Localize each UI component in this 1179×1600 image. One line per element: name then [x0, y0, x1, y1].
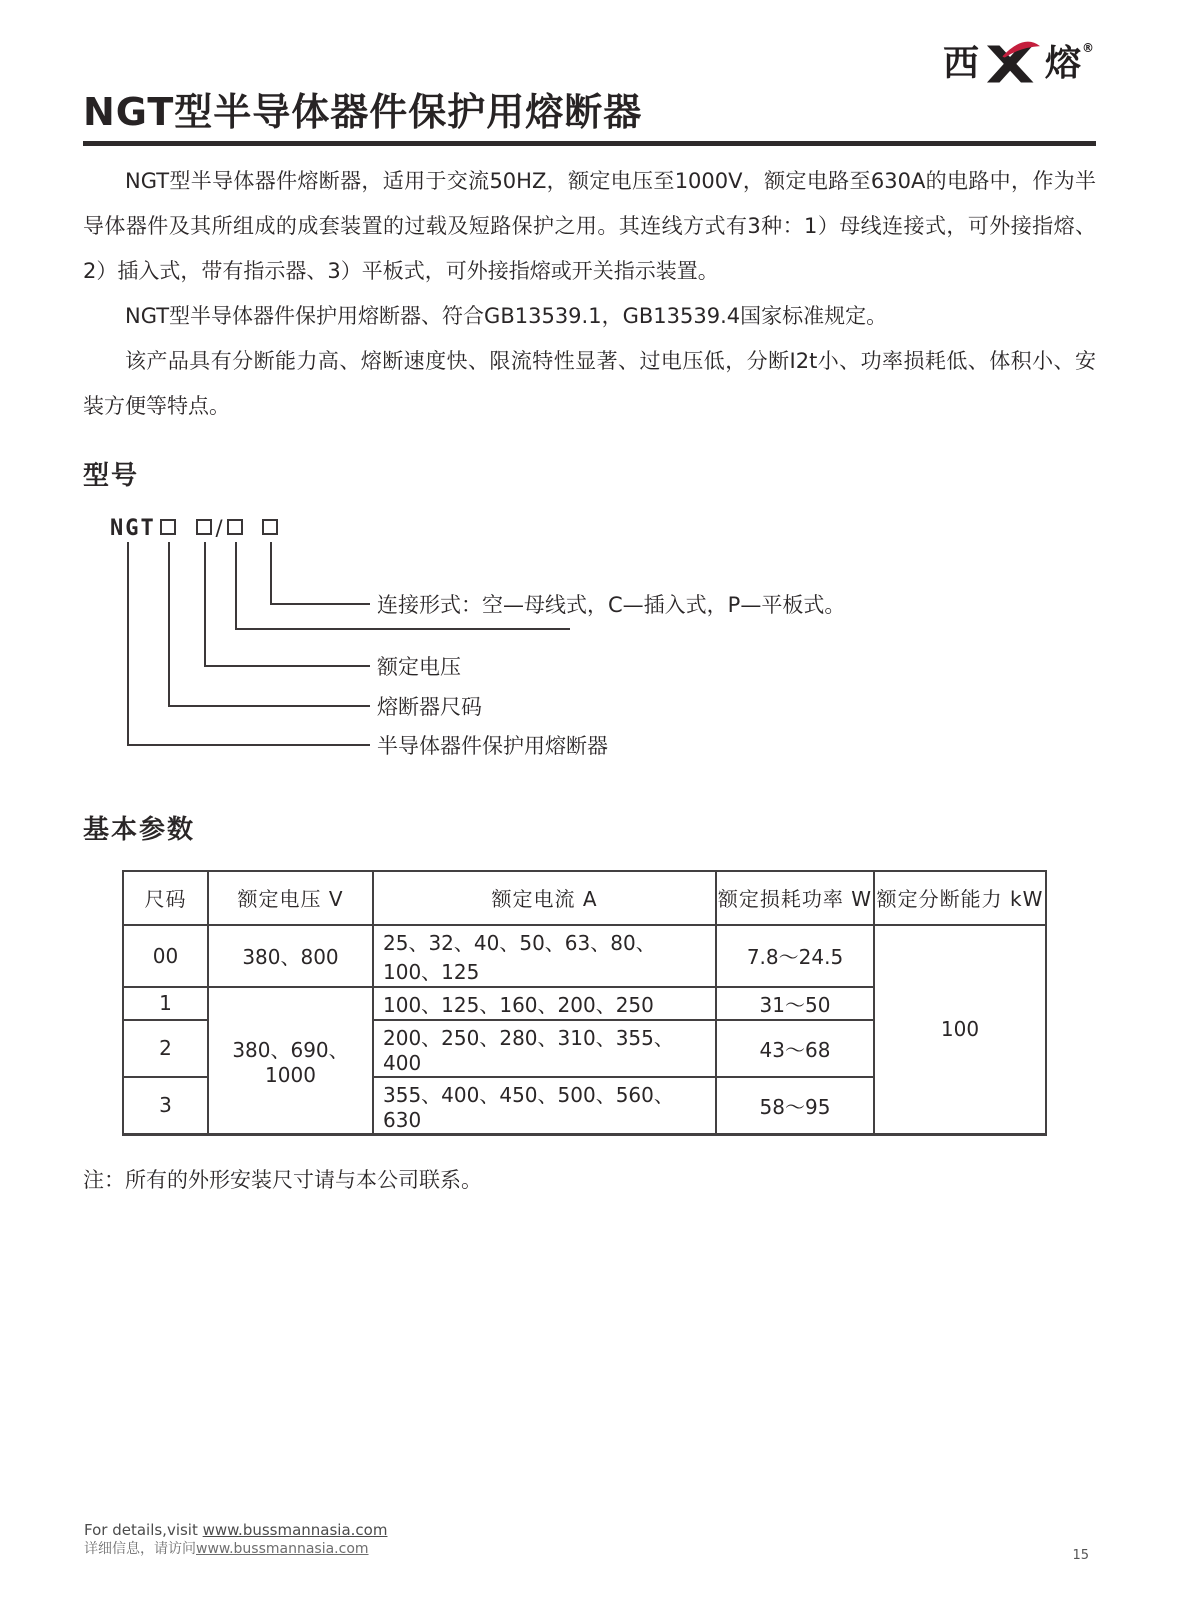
cell-voltage-merged: 380、690、1000	[208, 987, 373, 1135]
xr-monogram-icon	[981, 38, 1043, 90]
cell-size: 3	[123, 1077, 208, 1135]
table-row	[123, 925, 1046, 987]
cell-power: 7.8～24.5	[716, 925, 874, 987]
intro-text-block	[83, 159, 1096, 429]
model-prefix: NGT	[110, 515, 156, 541]
cell-power: 58～95	[716, 1077, 874, 1135]
logo-char-xi: 西	[942, 43, 979, 84]
col-header-size: 尺码	[123, 871, 208, 925]
model-box-current	[196, 519, 212, 535]
col-header-power: 额定损耗功率 W	[716, 871, 874, 925]
paragraph-application: NGT型半导体器件熔断器，适用于交流50HZ，额定电压至1000V，额定电路至630A的电路中，作为半导体器件及其所组成的成套装置的过载及短路保护之用。其连线方式有3种：1）母线连接式，可外接指熔、2）插入式，带有指示器、3）平板式，可外接指熔或开关指示装置。	[83, 168, 1096, 283]
model-slash: /	[215, 515, 223, 540]
model-code-diagram	[83, 542, 1096, 779]
model-section-heading: 型号	[83, 460, 140, 491]
params-table	[122, 870, 1047, 1136]
cell-current: 100、125、160、200、250	[373, 987, 716, 1020]
brand-logo	[943, 38, 1093, 90]
footer-en-url[interactable]: www.bussmannasia.com	[202, 1521, 388, 1539]
model-box-voltage	[227, 519, 243, 535]
params-section-heading: 基本参数	[83, 814, 196, 845]
cell-current: 355、400、450、500、560、630	[373, 1077, 716, 1135]
footer-en-prefix: For details,visit	[84, 1521, 203, 1539]
cell-current: 200、250、280、310、355、400	[373, 1020, 716, 1077]
cell-size: 1	[123, 987, 208, 1020]
table-header-row	[123, 871, 1046, 925]
logo-char-rong: 熔	[1044, 43, 1081, 84]
note-text: 注：所有的外形安装尺寸请与本公司联系。	[83, 1167, 482, 1192]
footer-zh-url[interactable]: www.bussmannasia.com	[196, 1541, 369, 1558]
page-number: 15	[1072, 1548, 1089, 1563]
model-box-connection	[262, 519, 278, 535]
paragraph-features: 该产品具有分断能力高、熔断速度快、限流特性显著、过电压低，分断I2t小、功率损耗低、体积小、安装方便等特点。	[83, 348, 1096, 418]
diagram-line-product	[127, 542, 370, 746]
diagram-label-product: 半导体器件保护用熔断器	[377, 733, 608, 758]
model-box-size	[160, 519, 176, 535]
paragraph-standards: NGT型半导体器件保护用熔断器、符合GB13539.1，GB13539.4国家标准规定。	[125, 303, 888, 328]
cell-power: 43～68	[716, 1020, 874, 1077]
registered-mark-icon: ®	[1082, 41, 1094, 55]
cell-size: 2	[123, 1020, 208, 1077]
diagram-label-connection: 连接形式：空—母线式，C—插入式，P—平板式。	[377, 592, 846, 617]
footer-zh-prefix: 详细信息，请访问	[84, 1541, 196, 1558]
cell-power: 31～50	[716, 987, 874, 1020]
diagram-label-size: 熔断器尺码	[377, 694, 482, 719]
title-rule	[83, 141, 1096, 146]
page-title: NGT型半导体器件保护用熔断器	[83, 90, 643, 134]
cell-voltage: 380、800	[208, 925, 373, 987]
cell-breaking-capacity: 100	[874, 925, 1046, 1135]
col-header-breaking: 额定分断能力 kW	[874, 871, 1046, 925]
page-footer	[84, 1520, 387, 1559]
footer-line-en	[84, 1520, 387, 1540]
cell-current: 25、32、40、50、63、80、100、125	[373, 925, 716, 987]
footer-line-zh	[84, 1540, 387, 1559]
diagram-label-voltage: 额定电压	[377, 654, 461, 679]
cell-size: 00	[123, 925, 208, 987]
col-header-current: 额定电流 A	[373, 871, 716, 925]
col-header-voltage: 额定电压 V	[208, 871, 373, 925]
model-code-line	[83, 516, 1096, 540]
